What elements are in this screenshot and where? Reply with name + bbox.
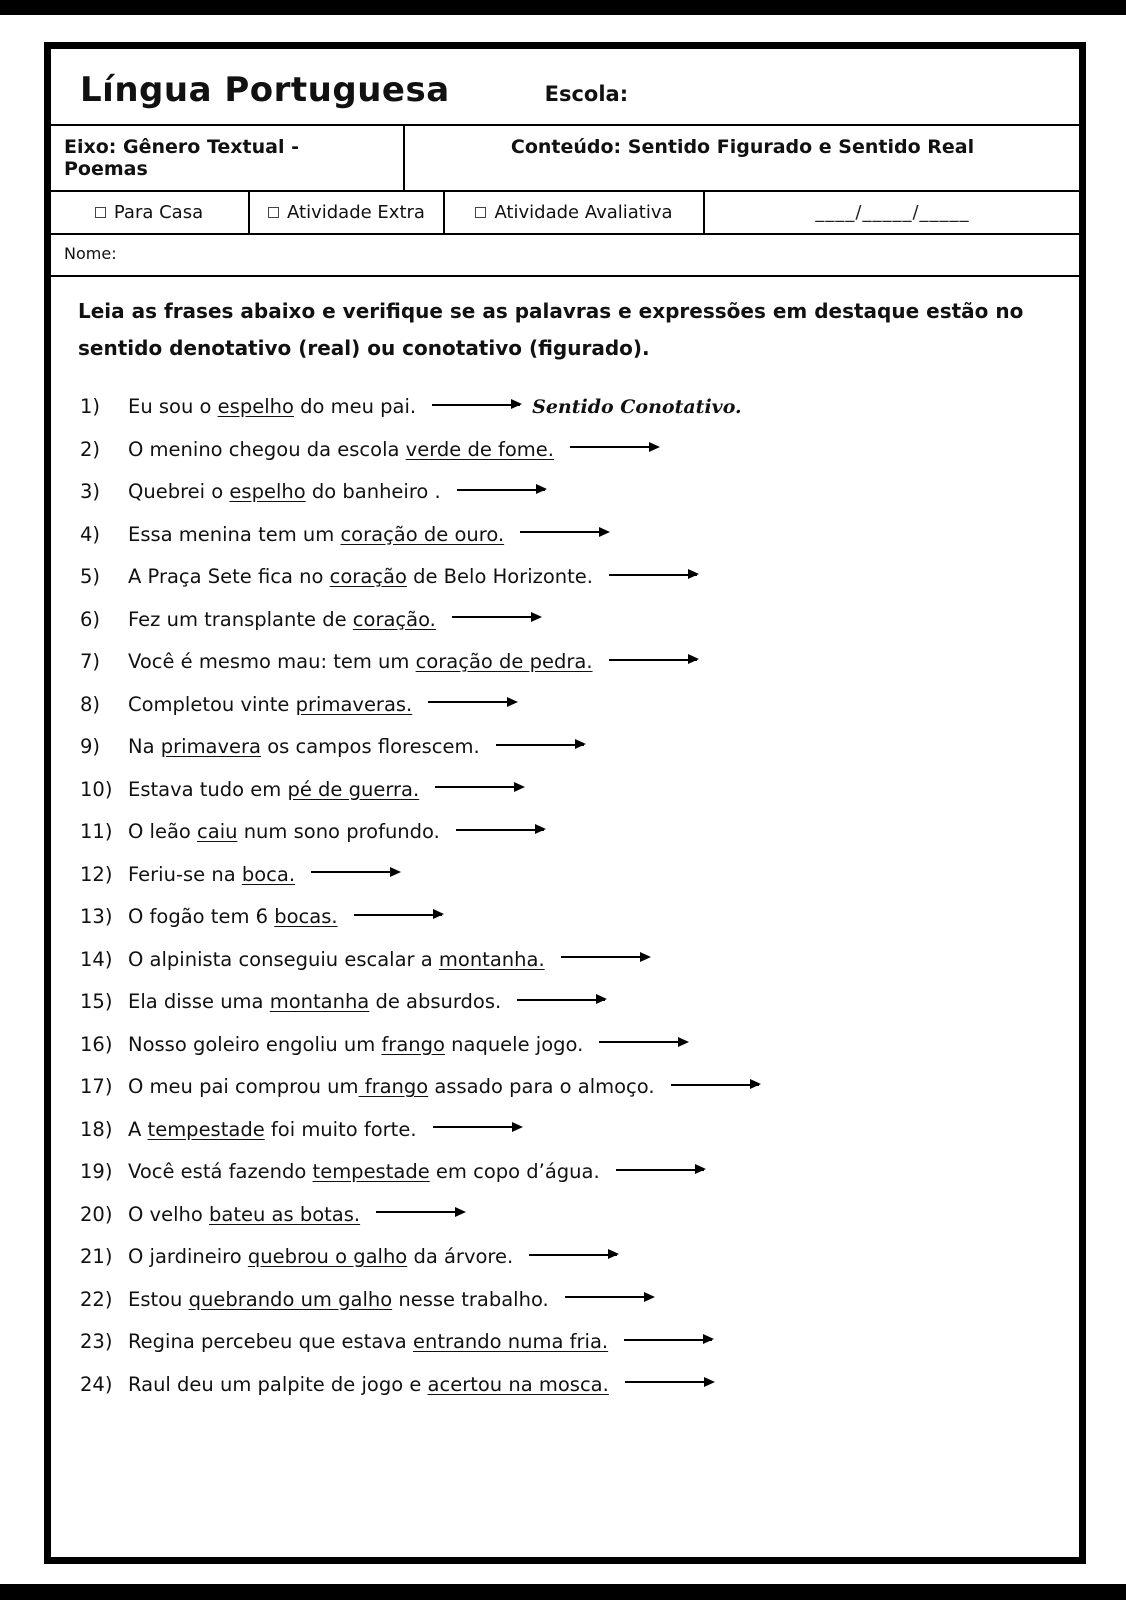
highlighted-term: coração. xyxy=(352,607,436,631)
bottom-border-bar xyxy=(0,1584,1126,1600)
highlighted-term: tempestade xyxy=(312,1160,430,1183)
item-number: 21) xyxy=(80,1245,113,1268)
arrow-icon xyxy=(456,829,544,831)
highlighted-term: espelho xyxy=(217,395,294,418)
item-number: 7) xyxy=(80,650,101,673)
item-number: 23) xyxy=(80,1330,113,1353)
item-number: 22) xyxy=(80,1287,113,1311)
highlighted-term: primavera xyxy=(160,735,262,758)
para-casa-option xyxy=(50,192,250,233)
list-item xyxy=(80,863,1060,886)
arrow-icon xyxy=(457,489,545,491)
atividade-avaliativa-option xyxy=(445,192,705,233)
arrow-icon xyxy=(517,999,605,1001)
highlighted-term: frango xyxy=(358,1075,429,1098)
item-sentence: Feriu-se na boca. xyxy=(128,863,1060,886)
item-number: 18) xyxy=(80,1117,113,1141)
answer-text: Sentido Conotativo. xyxy=(532,396,742,418)
highlighted-term: caiu xyxy=(197,820,238,843)
highlighted-term: boca. xyxy=(241,862,296,886)
highlighted-term: coração xyxy=(329,565,407,588)
arrow-icon xyxy=(496,744,584,746)
item-sentence: O velho bateu as botas. xyxy=(128,1203,1060,1226)
page-title: Língua Portuguesa xyxy=(80,70,450,110)
item-sentence: O alpinista conseguiu escalar a montanha. xyxy=(128,948,1060,971)
list-item xyxy=(80,778,1060,801)
highlighted-term: entrando numa fria. xyxy=(412,1330,609,1353)
item-sentence: Fez um transplante de coração. xyxy=(128,608,1060,631)
highlighted-term: acertou na mosca. xyxy=(427,1372,609,1396)
highlighted-term: bateu as botas. xyxy=(209,1202,361,1226)
list-item xyxy=(80,1288,1060,1311)
list-item xyxy=(80,608,1060,631)
list-item xyxy=(80,480,1060,503)
highlighted-term: quebrou o galho xyxy=(247,1245,408,1268)
item-sentence: A Praça Sete fica no coração de Belo Horizonte. xyxy=(128,565,1060,588)
arrow-icon xyxy=(624,1339,712,1341)
item-sentence: Ela disse uma montanha de absurdos. xyxy=(128,990,1060,1013)
list-item xyxy=(80,438,1060,461)
list-item xyxy=(80,1075,1060,1098)
arrow-icon xyxy=(520,531,608,533)
item-sentence: Quebrei o espelho do banheiro . xyxy=(128,480,1060,503)
worksheet-frame xyxy=(44,42,1086,1564)
arrow-icon xyxy=(452,616,540,618)
sentence-list xyxy=(50,373,1080,1396)
subject-row xyxy=(50,124,1080,190)
arrow-icon xyxy=(570,446,658,448)
item-sentence: Eu sou o espelho do meu pai. Sentido Conotativo. xyxy=(128,395,742,418)
list-item xyxy=(80,990,1060,1013)
arrow-icon xyxy=(432,404,520,406)
arrow-icon xyxy=(529,1254,617,1256)
highlighted-term: frango xyxy=(381,1032,445,1056)
item-sentence: Nosso goleiro engoliu um frango naquele jogo. xyxy=(128,1033,1060,1056)
para-casa-label: Para Casa xyxy=(113,202,204,223)
atividade-avaliativa-checkbox[interactable] xyxy=(475,207,486,218)
item-number: 8) xyxy=(80,692,101,716)
atividade-extra-option xyxy=(250,192,445,233)
list-item xyxy=(80,1373,1060,1396)
highlighted-term: coração de pedra. xyxy=(415,650,593,673)
highlighted-term: montanha. xyxy=(438,947,545,971)
list-item xyxy=(80,1245,1060,1268)
list-item xyxy=(80,820,1060,843)
list-item xyxy=(80,905,1060,928)
list-item xyxy=(80,565,1060,588)
highlighted-term: quebrando um galho xyxy=(188,1287,393,1311)
school-label: Escola: xyxy=(544,82,629,106)
item-number: 4) xyxy=(80,522,101,546)
arrow-icon xyxy=(565,1296,653,1298)
atividade-avaliativa-label: Atividade Avaliativa xyxy=(494,202,673,223)
item-sentence: Você está fazendo tempestade em copo d’água. xyxy=(128,1160,1060,1183)
item-sentence: O menino chegou da escola verde de fome. xyxy=(128,438,1060,461)
list-item xyxy=(80,1203,1060,1226)
list-item xyxy=(80,693,1060,716)
arrow-icon xyxy=(561,956,649,958)
item-number: 16) xyxy=(80,1032,113,1056)
arrow-icon xyxy=(609,574,697,576)
item-sentence: A tempestade foi muito forte. xyxy=(128,1118,1060,1141)
list-item xyxy=(80,1033,1060,1056)
highlighted-term: coração de ouro. xyxy=(340,522,505,546)
item-number: 5) xyxy=(80,565,101,588)
item-sentence: Na primavera os campos florescem. xyxy=(128,735,1060,758)
name-row xyxy=(50,233,1080,277)
item-number: 19) xyxy=(80,1160,113,1183)
item-sentence: O fogão tem 6 bocas. xyxy=(128,905,1060,928)
arrow-icon xyxy=(625,1381,713,1383)
name-label[interactable]: Nome: xyxy=(64,244,117,263)
item-number: 12) xyxy=(80,862,113,886)
date-blank[interactable]: ____/_____/_____ xyxy=(815,202,970,223)
arrow-icon xyxy=(311,871,399,873)
item-sentence: O leão caiu num sono profundo. xyxy=(128,820,1060,843)
list-item xyxy=(80,1160,1060,1183)
list-item xyxy=(80,1330,1060,1353)
item-number: 6) xyxy=(80,607,101,631)
item-sentence: O jardineiro quebrou o galho da árvore. xyxy=(128,1245,1060,1268)
atividade-extra-label: Atividade Extra xyxy=(287,202,425,223)
arrow-icon xyxy=(435,786,523,788)
item-number: 10) xyxy=(80,777,113,801)
list-item xyxy=(80,395,1060,418)
arrow-icon xyxy=(616,1169,704,1171)
highlighted-term: bocas. xyxy=(274,905,338,928)
highlighted-term: tempestade xyxy=(147,1117,265,1141)
item-number: 13) xyxy=(80,905,113,928)
top-border-bar xyxy=(0,0,1126,15)
list-item xyxy=(80,523,1060,546)
conteudo-cell: Conteúdo: Sentido Figurado e Sentido Real xyxy=(510,136,975,158)
item-number: 20) xyxy=(80,1202,113,1226)
list-item xyxy=(80,1118,1060,1141)
highlighted-term: espelho xyxy=(229,480,306,503)
arrow-icon xyxy=(376,1211,464,1213)
highlighted-term: primaveras. xyxy=(295,692,413,716)
item-number: 14) xyxy=(80,947,113,971)
highlighted-term: montanha xyxy=(269,990,370,1013)
item-sentence: Essa menina tem um coração de ouro. xyxy=(128,523,1060,546)
header xyxy=(50,48,1080,124)
arrow-icon xyxy=(599,1041,687,1043)
item-number: 24) xyxy=(80,1372,113,1396)
eixo-cell: Eixo: Gênero Textual - Poemas xyxy=(50,126,405,190)
list-item xyxy=(80,735,1060,758)
highlighted-term: pé de guerra. xyxy=(287,777,420,801)
arrow-icon xyxy=(428,701,516,703)
item-sentence: Completou vinte primaveras. xyxy=(128,693,1060,716)
instructions-text: Leia as frases abaixo e verifique se as palavras e expressões em destaque estão no sentido denotativo (real) ou conotativo (figurado). xyxy=(78,299,1024,360)
item-sentence: Raul deu um palpite de jogo e acertou na mosca. xyxy=(128,1373,1060,1396)
item-sentence: Regina percebeu que estava entrando numa fria. xyxy=(128,1330,1060,1353)
item-number: 11) xyxy=(80,820,113,843)
list-item xyxy=(80,650,1060,673)
arrow-icon xyxy=(433,1126,521,1128)
item-number: 17) xyxy=(80,1075,113,1098)
item-number: 3) xyxy=(80,480,101,503)
item-sentence: Você é mesmo mau: tem um coração de pedra. xyxy=(128,650,1060,673)
item-number: 9) xyxy=(80,735,101,758)
para-casa-checkbox[interactable] xyxy=(95,207,106,218)
item-sentence: Estou quebrando um galho nesse trabalho. xyxy=(128,1288,1060,1311)
list-item xyxy=(80,948,1060,971)
item-sentence: Estava tudo em pé de guerra. xyxy=(128,778,1060,801)
arrow-icon xyxy=(671,1084,759,1086)
highlighted-term: verde de fome. xyxy=(405,437,555,461)
checkbox-row xyxy=(50,190,1080,233)
item-number: 2) xyxy=(80,437,101,461)
atividade-extra-checkbox[interactable] xyxy=(268,207,279,218)
arrow-icon xyxy=(354,914,442,916)
item-sentence: O meu pai comprou um frango assado para o almoço. xyxy=(128,1075,1060,1098)
arrow-icon xyxy=(609,659,697,661)
item-number: 1) xyxy=(80,395,101,418)
item-number: 15) xyxy=(80,990,113,1013)
